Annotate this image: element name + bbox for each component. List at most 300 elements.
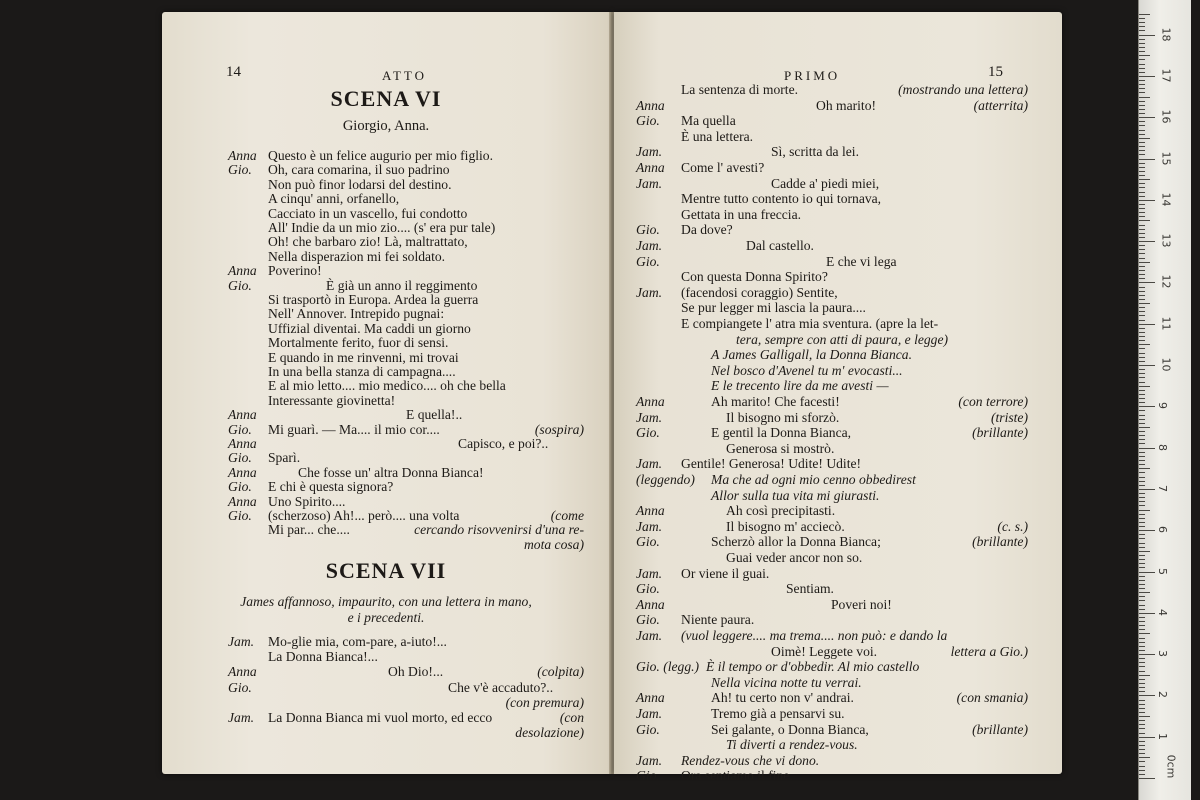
dialogue-line [636, 160, 1028, 176]
dialogue-line [636, 675, 1028, 691]
dialogue-line [636, 581, 1028, 597]
ruler-tick [1139, 534, 1145, 535]
ruler-tick [1139, 315, 1145, 316]
ruler-tick [1139, 633, 1150, 634]
speaker-name: Anna [636, 596, 665, 612]
ruler-number: 7 [1156, 484, 1169, 492]
line-text: Mi guarì. — Ma.... il mio cor.... [268, 421, 440, 437]
line-text: E quella!.. [406, 407, 463, 423]
dialogue-line [636, 98, 1028, 114]
ruler-tick [1139, 175, 1145, 176]
speaker-name: Jam. [636, 238, 663, 253]
line-text: Mortalmente ferito, fuor di sensi. [268, 335, 449, 351]
line-text: Sentiam. [786, 581, 834, 597]
ruler-tick [1139, 646, 1145, 647]
ruler-tick [1139, 510, 1150, 511]
ruler-tick [1139, 39, 1145, 40]
stage-direction: (brillante) [972, 534, 1028, 550]
ruler-tick [1139, 200, 1155, 201]
speaker-name: Jam. [636, 706, 663, 721]
ruler-tick [1139, 390, 1145, 391]
dialogue-line [636, 690, 1028, 706]
scene-vii-cast-1: James affannoso, impaurito, con una lettera in mano, [240, 594, 532, 609]
ruler-tick [1139, 142, 1145, 143]
ruler-number: 5 [1156, 567, 1169, 575]
ruler-tick [1139, 477, 1145, 478]
speaker-name: Jam. [636, 284, 663, 300]
ruler-tick [1139, 229, 1145, 230]
speaker-name: Jam. [228, 710, 255, 725]
dialogue-line [636, 566, 1028, 582]
line-text: Come l' avesti? [681, 160, 765, 175]
line-text: Nell' Annover. Intrepido pugnai: [268, 306, 445, 322]
dialogue-line [636, 550, 1028, 566]
ruler-tick [1139, 720, 1145, 721]
line-text: Ti diverti a rendez-vous. [726, 737, 858, 753]
ruler-tick [1139, 262, 1150, 263]
ruler-tick [1139, 154, 1145, 155]
dialogue-line [228, 537, 584, 553]
ruler-tick [1139, 427, 1150, 428]
ruler-number: 11 [1159, 316, 1173, 331]
ruler-tick [1139, 159, 1155, 160]
line-text: Con questa Donna Spirito? [681, 269, 828, 285]
ruler-tick [1139, 258, 1145, 259]
line-text: Guai veder ancor non so. [726, 550, 863, 565]
stage-direction: (sospira) [534, 421, 584, 437]
ruler-tick [1139, 51, 1145, 52]
page-number-left: 14 [226, 64, 241, 80]
ruler-tick [1139, 757, 1150, 758]
dialogue-line [636, 612, 1028, 628]
dialogue-line [636, 472, 1028, 488]
line-text: Che v'è accaduto?.. [448, 679, 554, 695]
dialogue-line [636, 644, 1028, 660]
dialogue-line [636, 129, 1028, 145]
dialogue-line [636, 254, 1028, 270]
line-text: La Donna Bianca mi vuol morto, ed ecco [268, 710, 493, 725]
stage-direction: (con terrore) [958, 394, 1028, 409]
ruler-number: 2 [1156, 691, 1169, 699]
speaker-name: Gio. [636, 581, 660, 597]
ruler-number: 13 [1159, 233, 1173, 248]
dialogue-line [636, 238, 1028, 254]
ruler-tick [1139, 543, 1145, 544]
dialogue-line [228, 649, 584, 665]
line-text: Da dove? [681, 222, 733, 238]
ruler-tick [1139, 291, 1145, 292]
ruler-tick [1139, 654, 1155, 655]
ruler-tick [1139, 596, 1145, 597]
dialogue-line [636, 347, 1028, 363]
line-text: Ma quella [681, 113, 736, 129]
dialogue-line [636, 207, 1028, 223]
ruler-tick [1139, 572, 1155, 573]
dialogue-line [636, 737, 1028, 753]
ruler-tick [1139, 547, 1145, 548]
ruler-tick [1139, 526, 1145, 527]
line-text: Ma che ad ogni mio cenno obbedirest [711, 472, 916, 487]
speaker-name: Gio. [636, 425, 660, 441]
ruler-number: 6 [1156, 526, 1169, 534]
ruler-tick [1139, 26, 1145, 27]
ruler-tick [1139, 642, 1145, 643]
ruler-tick [1139, 410, 1145, 411]
ruler-tick [1139, 348, 1145, 349]
ruler-number: 8 [1156, 443, 1169, 451]
ruler-tick [1139, 588, 1145, 589]
speaker-name: Gio. [636, 113, 660, 129]
ruler-tick [1139, 472, 1145, 473]
speaker-name: Gio. [636, 534, 660, 550]
line-text: È una lettera. [681, 128, 754, 144]
line-text: Mi par... che.... [268, 522, 350, 538]
line-text: Cacciato in un vascello, fui condotto [268, 205, 468, 221]
ruler-unit-label: 0cm [1164, 754, 1178, 779]
ruler-tick [1139, 687, 1145, 688]
speaker-name: Jam. [636, 628, 663, 643]
ruler-number: 3 [1156, 650, 1169, 658]
ruler-tick [1139, 233, 1145, 234]
ruler-tick [1139, 761, 1145, 762]
ruler-tick [1139, 340, 1145, 341]
speaker-name: Anna [228, 493, 257, 509]
ruler-tick [1139, 216, 1145, 217]
line-text: Non può finor lodarsi del destino. [268, 176, 452, 192]
ruler-tick [1139, 92, 1145, 93]
ruler-tick [1139, 679, 1145, 680]
ruler-tick [1139, 456, 1145, 457]
ruler-tick [1139, 220, 1150, 221]
stage-direction: (con premura) [505, 694, 584, 710]
speaker-name: Gio. [636, 253, 660, 269]
ruler-tick [1139, 105, 1145, 106]
ruler-tick [1139, 369, 1145, 370]
dialogue-line [636, 269, 1028, 285]
ruler-tick [1139, 241, 1155, 242]
line-text: Si trasportò in Europa. Ardea la guerra [268, 292, 479, 307]
line-text: A James Galligall, la Donna Bianca. [711, 347, 912, 363]
ruler-tick [1139, 146, 1145, 147]
dialogue-line [636, 441, 1028, 457]
ruler-tick [1139, 439, 1145, 440]
ruler-tick [1139, 43, 1145, 44]
ruler-tick [1139, 650, 1145, 651]
speaker-name: Anna [228, 464, 257, 480]
ruler-tick [1139, 704, 1145, 705]
ruler-tick [1139, 402, 1145, 403]
ruler-tick [1139, 394, 1145, 395]
ruler-tick [1139, 493, 1145, 494]
line-text: E quando in me rinvenni, mi trovai [268, 349, 459, 365]
dialogue-line [228, 725, 584, 741]
line-text: Rendez-vous che vi dono. [681, 752, 820, 768]
line-text: Questo è un felice augurio per mio figlio. [268, 148, 493, 163]
speaker-name: Anna [636, 394, 665, 409]
dialogue-line [636, 82, 1028, 98]
ruler-tick [1139, 278, 1145, 279]
line-text: Tremo già a pensarvi su. [711, 706, 845, 721]
running-head-left: ATTO [382, 68, 427, 83]
line-text: Interessante giovinetta! [268, 392, 396, 408]
ruler-tick [1139, 192, 1145, 193]
ruler-tick [1139, 567, 1145, 568]
speaker-name: Anna [636, 503, 665, 519]
ruler-tick [1139, 117, 1155, 118]
line-text: A cinqu' anni, orfanello, [268, 191, 400, 207]
line-text: E che vi lega [826, 253, 897, 269]
ruler-number: 14 [1159, 192, 1173, 207]
ruler-tick [1139, 778, 1155, 779]
line-text: Poverino! [268, 263, 322, 279]
ruler-tick [1139, 448, 1155, 449]
ruler-number: 16 [1159, 109, 1173, 124]
ruler-tick [1139, 361, 1145, 362]
ruler-tick [1139, 68, 1145, 69]
measuring-ruler [1138, 0, 1191, 800]
line-text: È il tempo or d'obbedir. Al mio castello [706, 659, 920, 675]
speaker-name: Gio. [228, 277, 252, 293]
speaker-name: Gio. [228, 162, 252, 178]
ruler-tick [1139, 150, 1145, 151]
line-text: E al mio letto.... mio medico.... oh che bella [268, 378, 506, 394]
ruler-tick [1139, 600, 1145, 601]
line-text: Allor sulla tua vita mi giurasti. [711, 487, 880, 503]
stage-direction: cercando risovvenirsi d'una re- [414, 522, 584, 538]
stage-direction: lettera a Gio.) [950, 643, 1028, 659]
ruler-tick [1139, 605, 1145, 606]
ruler-tick [1139, 658, 1145, 659]
ruler-tick [1139, 559, 1145, 560]
ruler-tick [1139, 460, 1145, 461]
dialogue-line [636, 410, 1028, 426]
ruler-tick [1139, 522, 1145, 523]
ruler-tick [1139, 121, 1145, 122]
dialogue-line [636, 363, 1028, 379]
ruler-tick [1139, 538, 1145, 539]
line-text: Che fosse un' altra Donna Bianca! [298, 464, 484, 480]
dialogue-line [636, 222, 1028, 238]
ruler-tick [1139, 497, 1145, 498]
dialogue-line [636, 394, 1028, 410]
ruler-tick [1139, 208, 1145, 209]
ruler-tick [1139, 625, 1145, 626]
dialogue-line [636, 706, 1028, 722]
speaker-name: Gio. [228, 508, 252, 523]
ruler-tick [1139, 666, 1145, 667]
dialogue-line [636, 285, 1028, 301]
ruler-tick [1139, 662, 1145, 663]
ruler-number: 12 [1159, 274, 1173, 289]
ruler-tick [1139, 204, 1145, 205]
ruler-tick [1139, 617, 1145, 618]
ruler-tick [1139, 576, 1145, 577]
ruler-number: 15 [1159, 151, 1173, 165]
line-text: E gentil la Donna Bianca, [711, 425, 852, 441]
ruler-tick [1139, 728, 1145, 729]
ruler-tick [1139, 187, 1145, 188]
ruler-tick [1139, 683, 1145, 684]
ruler-tick [1139, 171, 1145, 172]
ruler-tick [1139, 435, 1145, 436]
ruler-tick [1139, 584, 1145, 585]
ruler-tick [1139, 514, 1145, 515]
line-text: È già un anno il reggimento [326, 277, 478, 293]
ruler-tick [1139, 733, 1145, 734]
ruler-tick [1139, 749, 1145, 750]
speaker-name: Anna [228, 148, 257, 163]
line-text: Il bisogno mi sforzò. [726, 409, 840, 425]
ruler-tick [1139, 287, 1145, 288]
line-text: In una bella stanza di campagna.... [268, 364, 456, 379]
line-text: E le trecento lire da me avesti — [711, 378, 889, 394]
ruler-tick [1139, 270, 1145, 271]
ruler-number: 4 [1156, 608, 1169, 616]
dialogue-line [636, 534, 1028, 550]
ruler-tick [1139, 415, 1145, 416]
ruler-tick [1139, 88, 1145, 89]
ruler-number: 10 [1159, 357, 1173, 372]
line-text: (facendosi coraggio) Sentite, [681, 284, 838, 300]
dialogue-line [228, 710, 584, 726]
speaker-name: Jam. [636, 456, 663, 472]
stage-direction: desolazione) [515, 725, 584, 741]
dialogue-line [636, 628, 1028, 644]
ruler-tick [1139, 303, 1150, 304]
speaker-name: Anna [228, 664, 257, 680]
ruler-tick [1139, 311, 1145, 312]
line-text: Ah marito! Che facesti! [711, 394, 840, 409]
speaker-name: Anna [636, 160, 665, 175]
ruler-tick [1139, 675, 1150, 676]
line-text: Mentre tutto contento io qui tornava, [681, 191, 882, 207]
ruler-tick [1139, 638, 1145, 639]
ruler-tick [1139, 745, 1145, 746]
dialogue-line [228, 664, 584, 680]
speaker-name: Anna [636, 97, 665, 113]
ruler-tick [1139, 609, 1145, 610]
dialogue-line [228, 634, 584, 650]
dialogue-line [636, 176, 1028, 192]
line-text: Oh! che barbaro zio! Là, maltrattato, [268, 234, 468, 250]
line-text: La sentenza di morte. [681, 82, 799, 97]
ruler-tick [1139, 613, 1155, 614]
ruler-tick [1139, 382, 1145, 383]
ruler-tick [1139, 398, 1145, 399]
ruler-tick [1139, 59, 1145, 60]
speaker-name: Gio. [228, 421, 252, 437]
line-text: Ah! tu certo non v' andrai. [711, 690, 854, 706]
ruler-tick [1139, 332, 1145, 333]
ruler-tick [1139, 712, 1145, 713]
ruler-tick [1139, 555, 1145, 556]
line-text: Nel bosco d'Avenel tu m' evocasti... [711, 362, 903, 378]
ruler-tick [1139, 592, 1150, 593]
speaker-name: Gio. [636, 721, 660, 737]
ruler-tick [1139, 249, 1145, 250]
ruler-tick [1139, 443, 1145, 444]
ruler-tick [1139, 481, 1145, 482]
ruler-tick [1139, 431, 1145, 432]
speaker-name: Jam. [636, 565, 663, 581]
line-text: tera, sempre con atti di paura, e legge) [736, 331, 949, 347]
ruler-tick [1139, 179, 1150, 180]
ruler-tick [1139, 365, 1155, 366]
dialogue-line [636, 768, 1028, 784]
scene-vi-cast: Giorgio, Anna. [342, 118, 430, 134]
line-text: All' Indie da un mio zio.... (s' era pur tale) [268, 220, 496, 235]
line-text: Oh, cara comarina, il suo padrino [268, 162, 450, 178]
ruler-tick [1139, 245, 1145, 246]
speaker-name: (leggendo) [636, 472, 695, 487]
ruler-tick [1139, 328, 1145, 329]
line-text: (vuol leggere.... ma trema.... non può: e dando la [681, 628, 948, 643]
speaker-name: Gio. [228, 679, 252, 695]
stage-direction: (brillante) [972, 425, 1028, 441]
ruler-tick [1139, 377, 1145, 378]
dialogue-line [636, 378, 1028, 394]
ruler-tick [1139, 324, 1155, 325]
ruler-tick [1139, 76, 1155, 77]
ruler-tick [1139, 406, 1155, 407]
ruler-tick [1139, 101, 1145, 102]
ruler-tick [1139, 225, 1145, 226]
ruler-tick [1139, 344, 1150, 345]
ruler-tick [1139, 770, 1145, 771]
ruler-tick [1139, 55, 1150, 56]
ruler-tick [1139, 621, 1145, 622]
line-text: Ah così precipitasti. [726, 503, 836, 519]
ruler-tick [1139, 253, 1145, 254]
right-page [614, 12, 1062, 784]
ruler-tick [1139, 266, 1145, 267]
ruler-tick [1139, 336, 1145, 337]
running-head-right: PRIMO [784, 68, 841, 83]
stage-direction: (mostrando una lettera) [898, 82, 1028, 97]
ruler-tick [1139, 125, 1145, 126]
dialogue-line [636, 300, 1028, 316]
scene-vii-cast-2: e i precedenti. [347, 610, 425, 625]
ruler-tick [1139, 671, 1145, 672]
ruler-tick [1139, 320, 1145, 321]
dialogue-line [636, 519, 1028, 535]
ruler-tick [1139, 64, 1145, 65]
dialogue-line [636, 722, 1028, 738]
ruler-tick [1139, 47, 1145, 48]
line-text: Cadde a' piedi miei, [771, 175, 880, 191]
ruler-tick [1139, 737, 1155, 738]
ruler-tick [1139, 22, 1145, 23]
line-text: Gettata in una freccia. [681, 206, 802, 222]
line-text: Generosa si mostrò. [726, 440, 835, 456]
dialogue-line [636, 425, 1028, 441]
line-text: Uffizial diventai. Ma caddi un giorno [268, 320, 471, 336]
ruler-tick [1139, 716, 1150, 717]
ruler-tick [1139, 35, 1155, 36]
ruler-tick [1139, 708, 1145, 709]
ruler-tick [1139, 501, 1145, 502]
ruler-tick [1139, 774, 1145, 775]
line-text: Sparì. [268, 450, 301, 466]
ruler-tick [1139, 452, 1145, 453]
ruler-tick [1139, 130, 1145, 131]
ruler-tick [1139, 113, 1145, 114]
speaker-name: Jam. [228, 634, 255, 649]
ruler-number: 9 [1156, 402, 1169, 410]
speaker-name: Jam. [636, 409, 663, 425]
stage-direction: (colpita) [537, 664, 584, 680]
ruler-tick [1139, 464, 1145, 465]
